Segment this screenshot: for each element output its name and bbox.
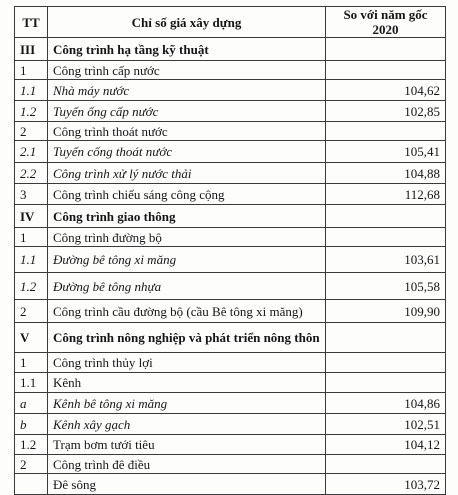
row-name: Công trình xử lý nước thải	[48, 163, 326, 184]
price-index-table	[14, 6, 446, 495]
table-row	[15, 205, 446, 228]
row-name: Công trình chiếu sáng công cộng	[48, 184, 326, 205]
row-name: Công trình cầu đường bộ (cầu Bê tông xi măng)	[48, 300, 326, 323]
row-value	[326, 205, 446, 228]
row-tt: 2.1	[15, 141, 48, 163]
table-header-row	[15, 7, 446, 38]
table-row	[15, 61, 446, 80]
table-row	[15, 353, 446, 373]
row-name: Công trình thủy lợi	[48, 353, 326, 373]
row-name: Công trình nông nghiệp và phát triển nông thôn	[48, 323, 326, 353]
row-value: 102,51	[326, 414, 446, 435]
row-value	[326, 228, 446, 247]
header-tt: TT	[15, 7, 48, 38]
row-value: 104,62	[326, 80, 446, 101]
row-name: Đường bê tông nhựa	[48, 273, 326, 300]
table-row	[15, 273, 446, 300]
row-tt: 2	[15, 122, 48, 141]
header-base-year: So với năm gốc 2020	[326, 7, 446, 38]
row-value	[326, 323, 446, 353]
row-value: 112,68	[326, 184, 446, 205]
row-name: Đê sông	[48, 474, 326, 495]
table-row	[15, 323, 446, 353]
table-row	[15, 101, 446, 122]
row-tt: III	[15, 38, 48, 61]
row-value	[326, 38, 446, 61]
row-tt: V	[15, 323, 48, 353]
row-value: 104,12	[326, 435, 446, 455]
header-index-name: Chỉ số giá xây dựng	[48, 7, 326, 38]
row-value	[326, 353, 446, 373]
table-row	[15, 414, 446, 435]
row-value	[326, 455, 446, 474]
row-value: 105,58	[326, 273, 446, 300]
row-value: 103,72	[326, 474, 446, 495]
row-name: Kênh bê tông xi măng	[48, 393, 326, 414]
row-name: Công trình thoát nước	[48, 122, 326, 141]
row-name: Kênh xây gạch	[48, 414, 326, 435]
row-name: Công trình hạ tầng kỹ thuật	[48, 38, 326, 61]
row-value	[326, 122, 446, 141]
row-name: Công trình đường bộ	[48, 228, 326, 247]
row-tt: 1.1	[15, 247, 48, 273]
row-tt: a	[15, 393, 48, 414]
row-value: 104,88	[326, 163, 446, 184]
row-tt: 3	[15, 184, 48, 205]
table-row	[15, 474, 446, 495]
table-row	[15, 435, 446, 455]
table-row	[15, 80, 446, 101]
table-row	[15, 228, 446, 247]
row-value: 109,90	[326, 300, 446, 323]
row-tt: 1.1	[15, 373, 48, 393]
table-row	[15, 393, 446, 414]
table-row	[15, 184, 446, 205]
row-tt	[15, 474, 48, 495]
row-name: Công trình giao thông	[48, 205, 326, 228]
row-name: Công trình đê điều	[48, 455, 326, 474]
row-value: 102,85	[326, 101, 446, 122]
table-row	[15, 455, 446, 474]
table-row	[15, 122, 446, 141]
row-tt: 1	[15, 228, 48, 247]
row-value	[326, 61, 446, 80]
table-row	[15, 247, 446, 273]
table-row	[15, 163, 446, 184]
row-tt: 1	[15, 61, 48, 80]
row-tt: 2	[15, 300, 48, 323]
row-tt: 1.2	[15, 435, 48, 455]
row-tt: 1.2	[15, 101, 48, 122]
row-value: 105,41	[326, 141, 446, 163]
row-value	[326, 373, 446, 393]
row-value: 103,61	[326, 247, 446, 273]
row-tt: IV	[15, 205, 48, 228]
table-row	[15, 141, 446, 163]
row-tt: 1.1	[15, 80, 48, 101]
row-name: Tuyến cống thoát nước	[48, 141, 326, 163]
row-tt: 1.2	[15, 273, 48, 300]
row-name: Công trình cấp nước	[48, 61, 326, 80]
row-name: Nhà máy nước	[48, 80, 326, 101]
table-row	[15, 373, 446, 393]
row-name: Đường bê tông xi măng	[48, 247, 326, 273]
row-name: Trạm bơm tưới tiêu	[48, 435, 326, 455]
row-name: Tuyến ống cấp nước	[48, 101, 326, 122]
row-name: Kênh	[48, 373, 326, 393]
row-tt: 1	[15, 353, 48, 373]
row-tt: b	[15, 414, 48, 435]
table-row	[15, 300, 446, 323]
row-tt: 2.2	[15, 163, 48, 184]
row-tt: 2	[15, 455, 48, 474]
table-row	[15, 38, 446, 61]
row-value: 104,86	[326, 393, 446, 414]
